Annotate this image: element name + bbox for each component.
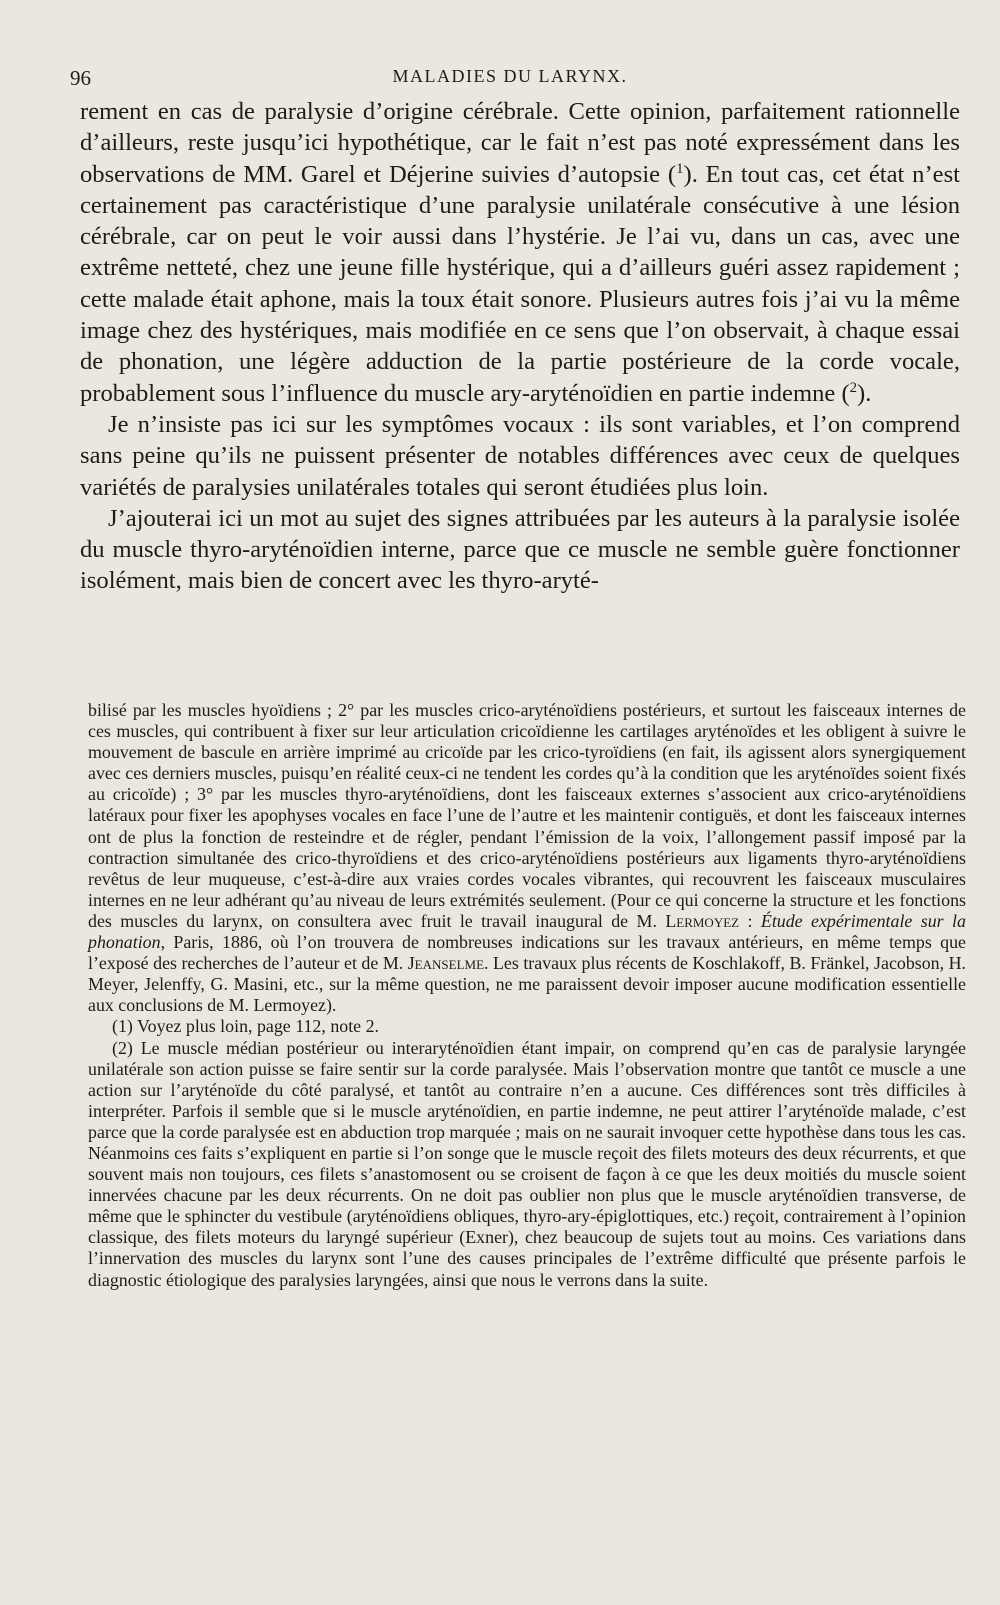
footnote-2 <box>88 1038 966 1291</box>
work-title: Étude expérimentale sur la phonation <box>88 910 966 953</box>
footnote-continuation-text-c: , Paris, 1886, où l’on trouvera de nombreuses indications sur les travaux antérieurs, en même temps que l’exposé des recherches de l’auteur et de M. <box>88 932 966 974</box>
footnote-ref-1: 1 <box>676 160 684 177</box>
footnote-continuation-text-b: : <box>739 910 761 931</box>
paragraph-1-text-c: ). <box>857 379 872 407</box>
paragraph-1 <box>80 96 960 409</box>
paragraph-3: J’ajouterai ici un mot au sujet des signes attribuées par les auteurs à la paralysie isolée du muscle thyro-aryténoïdien interne, parce que ce muscle ne semble guère fonctionner isolément, mais bien de concert avec les thyro-aryté- <box>80 504 960 595</box>
footnotes <box>88 700 966 1291</box>
paragraph-2: Je n’insiste pas ici sur les symptômes vocaux : ils sont variables, et l’on comprend sans peine qu’ils ne puissent présenter de notables différences avec ceux de quelques variétés de paralysies unilatérales totales qui seront étudiées plus loin. <box>80 410 960 501</box>
footnote-continuation <box>88 700 966 1016</box>
paragraph-1-text-a: rement en cas de paralysie d’origine cérébrale. Cette opinion, parfaitement rationnelle d’ailleurs, reste jusqu’ici hypothétique, car le fait n’est pas noté expressément dans les observations de MM. Garel et Déjerine suivies d’autopsie ( <box>80 98 960 188</box>
paragraph-1-text-b: ). En tout cas, cet état n’est certainement pas caractéristique d’une paralysie unilatérale consécutive à une lésion cérébrale, car on peut le voir aussi dans l’hystérie. Je l’ai vu, dans un cas, avec une extrême netteté, chez une jeune fille hystérique, qui a d’ailleurs guéri assez rapidement ; cette malade était aphone, mais la toux était sonore. Plusieurs autres fois j’ai vu la même image chez des hystériques, mais modifiée en ce sens que l’on observait, à chaque essai de phonation, une légère adduction de la partie postérieure de la corde vocale, probablement sous l’influence du muscle ary-aryténoïdien en partie indemne ( <box>80 160 960 407</box>
footnote-2-text: Le muscle médian postérieur ou interaryténoïdien étant impair, on comprend qu’en cas de paralysie laryngée unilatérale son action puisse se faire sentir sur la corde paralysée. Mais l’observation montre que tantôt ce muscle a une action sur l’aryténoïde du côté paralysé, et tantôt au contraire n’en a aucune. Ces différences sont très difficiles à interpréter. Parfois il semble que si le muscle aryténoïdien, en partie indemne, ne peut attirer l’aryténoïde malade, c’est parce que la corde paralysée est en abduction trop marquée ; mais on ne saurait invoquer cette hypothèse dans tous les cas. Néanmoins ces faits s’expliquent en partie si l’on songe que le muscle reçoit des filets moteurs des deux récurrents, et que souvent mais non toujours, ces filets s’anastomosent ou se croisent de façon à ce que les deux moitiés du muscle soient innervées chacune par les deux récurrents. On ne doit pas oublier non plus que le muscle aryténoïdien transverse, de même que le sphincter du vestibule (aryténoïdiens obliques, thyro-ary-épiglottiques, etc.) reçoit, contrairement à l’opinion classique, des filets moteurs du laryngé supérieur (Exner), chez beaucoup de sujets tout au moins. Ces variations dans l’innervation des muscles du larynx sont l’une des causes principales de l’extrême difficulté que présente parfois le diagnostic étiologique des paralysies laryngées, ainsi que nous le verrons dans la suite. <box>88 1037 966 1290</box>
author-name: Jeanselme <box>407 953 485 974</box>
footnote-continuation-text-a: bilisé par les muscles hyoïdiens ; 2° par les muscles crico-aryténoïdiens postérieurs, et surtout les faisceaux internes de ces muscles, qui contribuent à fixer sur leur articulation cricoïdienne les cartilages aryténoïdes et les obligent à suivre le mouvement de bascule en arrière imprimé au cricoïde par les crico-tyroïdiens (en fait, ils agissent alors synergiquement avec ces derniers muscles, puisqu’en réalité ceux-ci ne tendent les cordes qu’à la condition que les aryténoïdes soient fixés au cricoïde) ; 3° par les muscles thyro-aryténoïdiens, dont les faisceaux externes s’associent aux crico-aryténoïdiens latéraux pour fixer les apophyses vocales en face l’une de l’autre et les maintenir contiguës, et dont les faisceaux internes ont de plus la fonction de resteindre et de régler, pendant l’émission de la voix, l’allongement passif imposé par la contraction simultanée des crico-thyroïdiens et des crico-aryténoïdiens postérieurs aux ligaments thyro-aryténoïdiens revêtus de leur muqueuse, c’est-à-dire aux vraies cordes vocales vibrantes, qui recouvrent les faisceaux musculaires internes en ne leur adhérant qu’au niveau de leurs extrémités seulement. (Pour ce qui concerne la structure et les fonctions des muscles du larynx, on consultera avec fruit le travail inaugural de M. <box>88 700 966 931</box>
running-head: MALADIES DU LARYNX. <box>392 66 628 86</box>
author-name: Lermoyez <box>665 910 740 931</box>
footnote-continuation-text-d: . Les travaux plus récents de Koschlakoff, B. Fränkel, Jacobson, H. Meyer, Jelenffy, G. Masini, etc., sur la même question, ne me paraissent devoir imposer aucune modification essentielle aux conclusions de M. Lermoyez). <box>88 953 967 1016</box>
footnote-1-text: Voyez plus loin, page 112, note 2. <box>132 1016 380 1037</box>
footnote-1 <box>88 1016 966 1037</box>
page-number: 96 <box>70 66 91 90</box>
footnote-ref-2: 2 <box>849 379 858 396</box>
footnote-1-marker: (1) <box>112 1016 133 1037</box>
page-header <box>70 66 950 100</box>
main-text <box>80 96 960 597</box>
footnote-2-marker: (2) <box>112 1037 133 1058</box>
